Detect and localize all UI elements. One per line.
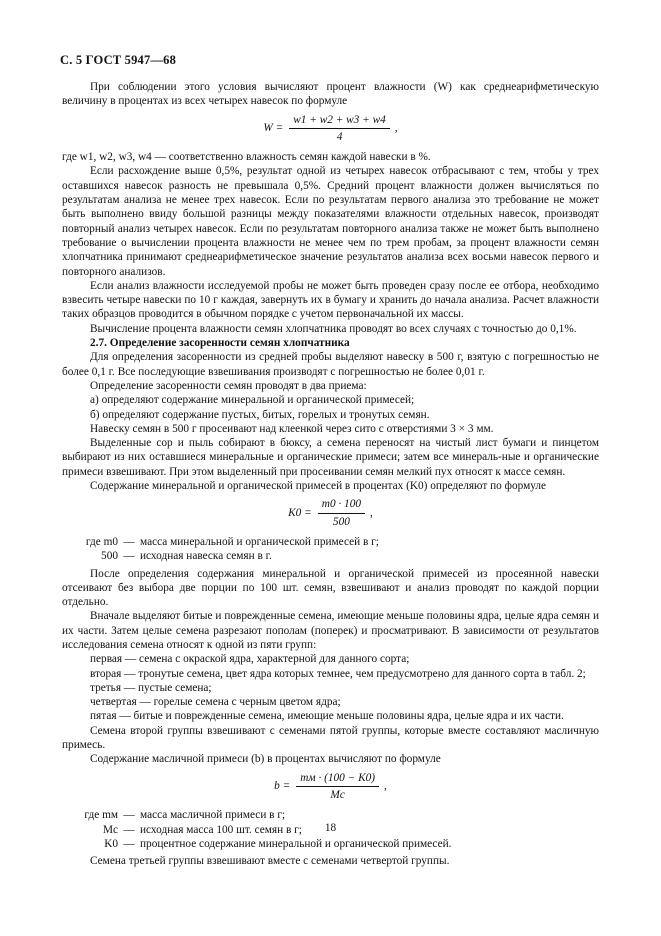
fraction-denominator: 500 <box>332 515 350 528</box>
formula-comma: , <box>394 122 398 135</box>
list-item: четвертая — горелые семена с черным цветом ядра; <box>90 696 341 709</box>
definition-row <box>62 808 599 822</box>
formula-comma: , <box>384 780 387 793</box>
definition-text: масса минеральной и органической примесей в г; <box>140 535 379 548</box>
list-item: пятая — битые и поврежденные семена, имеющие меньше половины ядра, целые ядра и их части. <box>90 710 564 723</box>
list-item: б) определяют содержание пустых, битых, горелых и тронутых семян. <box>90 408 430 421</box>
section-title: Определение засоренности семян хлопчатника <box>109 337 350 350</box>
fraction <box>318 497 365 529</box>
list-item: вторая — тронутые семена, цвет ядра которых темнее, чем предусмотрено для данного сорта в табл. 2; <box>90 667 586 680</box>
paragraph: Определение засоренности семян проводят в два приема: <box>90 379 367 392</box>
paragraph: Для определения засоренности из средней пробы выделяют навеску в 500 г, взятую с погрешностью не более 0,1 г. Все последующие взвешивания производят с погрешностью не более 0,01 г. <box>62 351 599 378</box>
formula-lhs: W = <box>263 122 284 135</box>
definition-symbol: Mс <box>102 823 118 836</box>
paragraph: Семена третьей группы взвешивают вместе с семенами четвертой группы. <box>90 855 450 868</box>
fraction-numerator: w1 + w2 + w3 + w4 <box>289 113 390 129</box>
definition-symbol: где m0 <box>85 535 118 548</box>
formula-impurity <box>62 497 599 529</box>
paragraph: Если расхождение выше 0,5%, результат одной из четырех навесок отбрасывают с тем, чтобы у трех оставшихся навесок разность не превышала 0,5%. Средний процент влажности должен вычисляться по результатам анализа не менее трех навесок. Если по результатам первого анализа это требование не может быть выполнено ввиду большой разницы между показателями влажности отдельных навесок, производят повторный анализ четырех навесок. Если по результатам повторного анализа также не может быть выполнено требование о вычислении процента влажности не менее чем по трем пробам, за процент влажности семян хлопчатника принимают среднеарифметическое значение результатов анализа всех восьми навесок первого и повторного анализов. <box>62 165 599 278</box>
definition-text: исходная масса 100 шт. семян в г; <box>140 823 302 836</box>
paragraph: Если анализ влажности исследуемой пробы не может быть проведен сразу после ее отбора, необходимо взвесить четыре навески по 10 г каждая, завернуть их в бумагу и хранить до начала анализа. Расчет влажности таких образцов проводится в обычном порядке с учетом первоначальной их массы. <box>62 279 599 321</box>
paragraph: Вначале выделяют битые и поврежденные семена, имеющие меньше половины ядра, целые ядра семян и их части. Затем целые семена разрезают пополам (поперек) и просматривают. В зависимости от результатов исследования семена относят к одной из пяти групп: <box>62 610 599 651</box>
formula-oil-impurity <box>62 771 599 803</box>
formula-lhs: b = <box>274 780 291 793</box>
definition-symbol: 500 <box>101 550 118 563</box>
formula-lhs: K0 = <box>288 506 312 519</box>
paragraph: После определения содержания минеральной и органической примесей из просеянной навески отсеивают без выбора две порции по 100 шт. семян, взвешивают и анализ проводят по каждой порции отдельно. <box>62 567 599 609</box>
page-number: 18 <box>324 822 337 834</box>
fraction-numerator: m0 · 100 <box>318 497 365 513</box>
fraction <box>296 771 379 803</box>
definition-list <box>62 535 599 564</box>
definition-symbol: где mм <box>84 809 118 822</box>
document-body <box>62 80 599 868</box>
definition-text: процентное содержание минеральной и органической примесей. <box>140 837 452 850</box>
definition-text: исходная навеска семян в г. <box>140 550 272 563</box>
fraction-numerator: mм · (100 − K0) <box>296 771 379 787</box>
definition-row <box>62 535 599 549</box>
definition-dash: — <box>123 809 135 822</box>
definition-row <box>62 549 599 563</box>
paragraph: Выделенные сор и пыль собирают в бюксу, а семена переносят на чистый лист бумаги и пинцетом выбирают из них оставшиеся минеральные и органические примеси; затем все минераль-ные и органические примеси взвешивают. При этом выделенный при просеивании семян мелкий пух относят к массе семян. <box>62 437 599 478</box>
fraction-denominator: Mс <box>330 788 345 801</box>
section-number: 2.7. <box>90 337 107 350</box>
paragraph: При соблюдении этого условия вычисляют процент влажности (W) как среднеарифметическую величину в процентах из всех четырех навесок по формуле <box>62 81 599 108</box>
definition-dash: — <box>123 550 135 563</box>
definition-symbol: K0 <box>104 837 118 850</box>
definition-dash: — <box>123 823 135 836</box>
section-heading <box>62 336 599 350</box>
paragraph: Содержание масличной примеси (b) в процентах вычисляют по формуле <box>90 753 441 766</box>
paragraph: Семена второй группы взвешивают с семенами пятой группы, которые вместе составляют масличную примесь. <box>62 724 599 752</box>
formula-moisture <box>62 113 599 145</box>
definition-dash: — <box>123 535 135 548</box>
paragraph: где w1, w2, w3, w4 — соответственно влажность семян каждой навески в %. <box>62 151 431 164</box>
list-item: третья — пустые семена; <box>90 681 212 694</box>
paragraph: Вычисление процента влажности семян хлопчатника проводят во всех случаях с точностью до 0,1%. <box>90 322 577 335</box>
paragraph: Навеску семян в 500 г просеивают над клеенкой через сито с отверстиями 3 × 3 мм. <box>90 422 494 435</box>
fraction-denominator: 4 <box>336 130 343 143</box>
list-item: первая — семена с окраской ядра, характерной для данного сорта; <box>90 653 410 666</box>
definition-dash: — <box>123 837 135 850</box>
page-header: С. 5 ГОСТ 5947—68 <box>60 53 177 67</box>
list-item: а) определяют содержание минеральной и органической примесей; <box>90 394 415 407</box>
definition-row <box>62 837 599 851</box>
paragraph: Содержание минеральной и органической примесей в процентах (K0) определяют по формуле <box>90 480 547 493</box>
definition-text: масса масличной примеси в г; <box>140 809 286 822</box>
formula-comma: , <box>370 506 373 519</box>
fraction <box>289 113 390 145</box>
